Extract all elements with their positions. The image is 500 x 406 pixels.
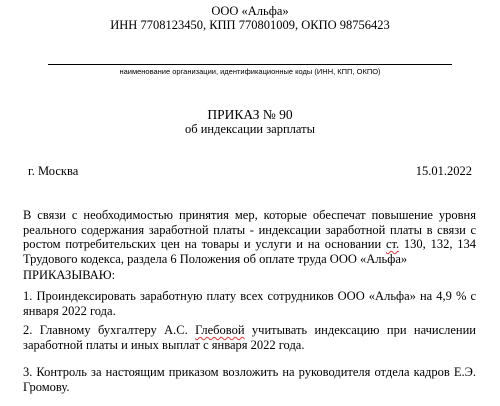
spellcheck-flagged-name: Глебовой (195, 323, 245, 337)
order-item-3-continuation: Громову. (23, 379, 70, 394)
intro-text-start: В связи с необходимостью принятия мер, которые обеспечат повышение уровня реального содержания заработной платы - индексации заработной платы в связи с ростом потребительских цен на товары и услуги и на основании (23, 208, 476, 252)
order-city: г. Москва (28, 164, 79, 178)
intro-paragraph (23, 208, 476, 266)
header-divider (48, 64, 452, 65)
order-item-1: 1. Проиндексировать заработную плату всех сотрудников ООО «Альфа» на 4,9 % с января 2022 года. (23, 289, 476, 318)
order-item-2 (23, 323, 476, 352)
spellcheck-flagged-word: ст. (385, 237, 400, 252)
header-caption: наименование организации, идентификационные коды (ИНН, КПП, ОКПО) (119, 67, 381, 76)
order-date: 15.01.2022 (415, 164, 472, 178)
order-subtitle: об индексации зарплаты (185, 122, 315, 136)
organization-codes: ИНН 7708123450, КПП 770801009, ОКПО 98756423 (110, 18, 390, 32)
item-2-text-end: учитывать индексацию при начислении заработной платы и иных выплат с января 2022 года. (23, 323, 476, 352)
intro-text-end: 130, 132, 134 Трудового кодекса, раздела 6 Положения об оплате труда ООО «Альфа» (23, 237, 476, 266)
order-directive: ПРИКАЗЫВАЮ: (23, 268, 116, 282)
order-item-3: 3. Контроль за настоящим приказом возложить на руководителя отдела кадров Е.Э. (23, 365, 476, 379)
organization-name: ООО «Альфа» (211, 4, 289, 18)
order-title: ПРИКАЗ № 90 (207, 107, 293, 122)
item-2-text-start: 2. Главному бухгалтеру А.С. (23, 323, 196, 337)
